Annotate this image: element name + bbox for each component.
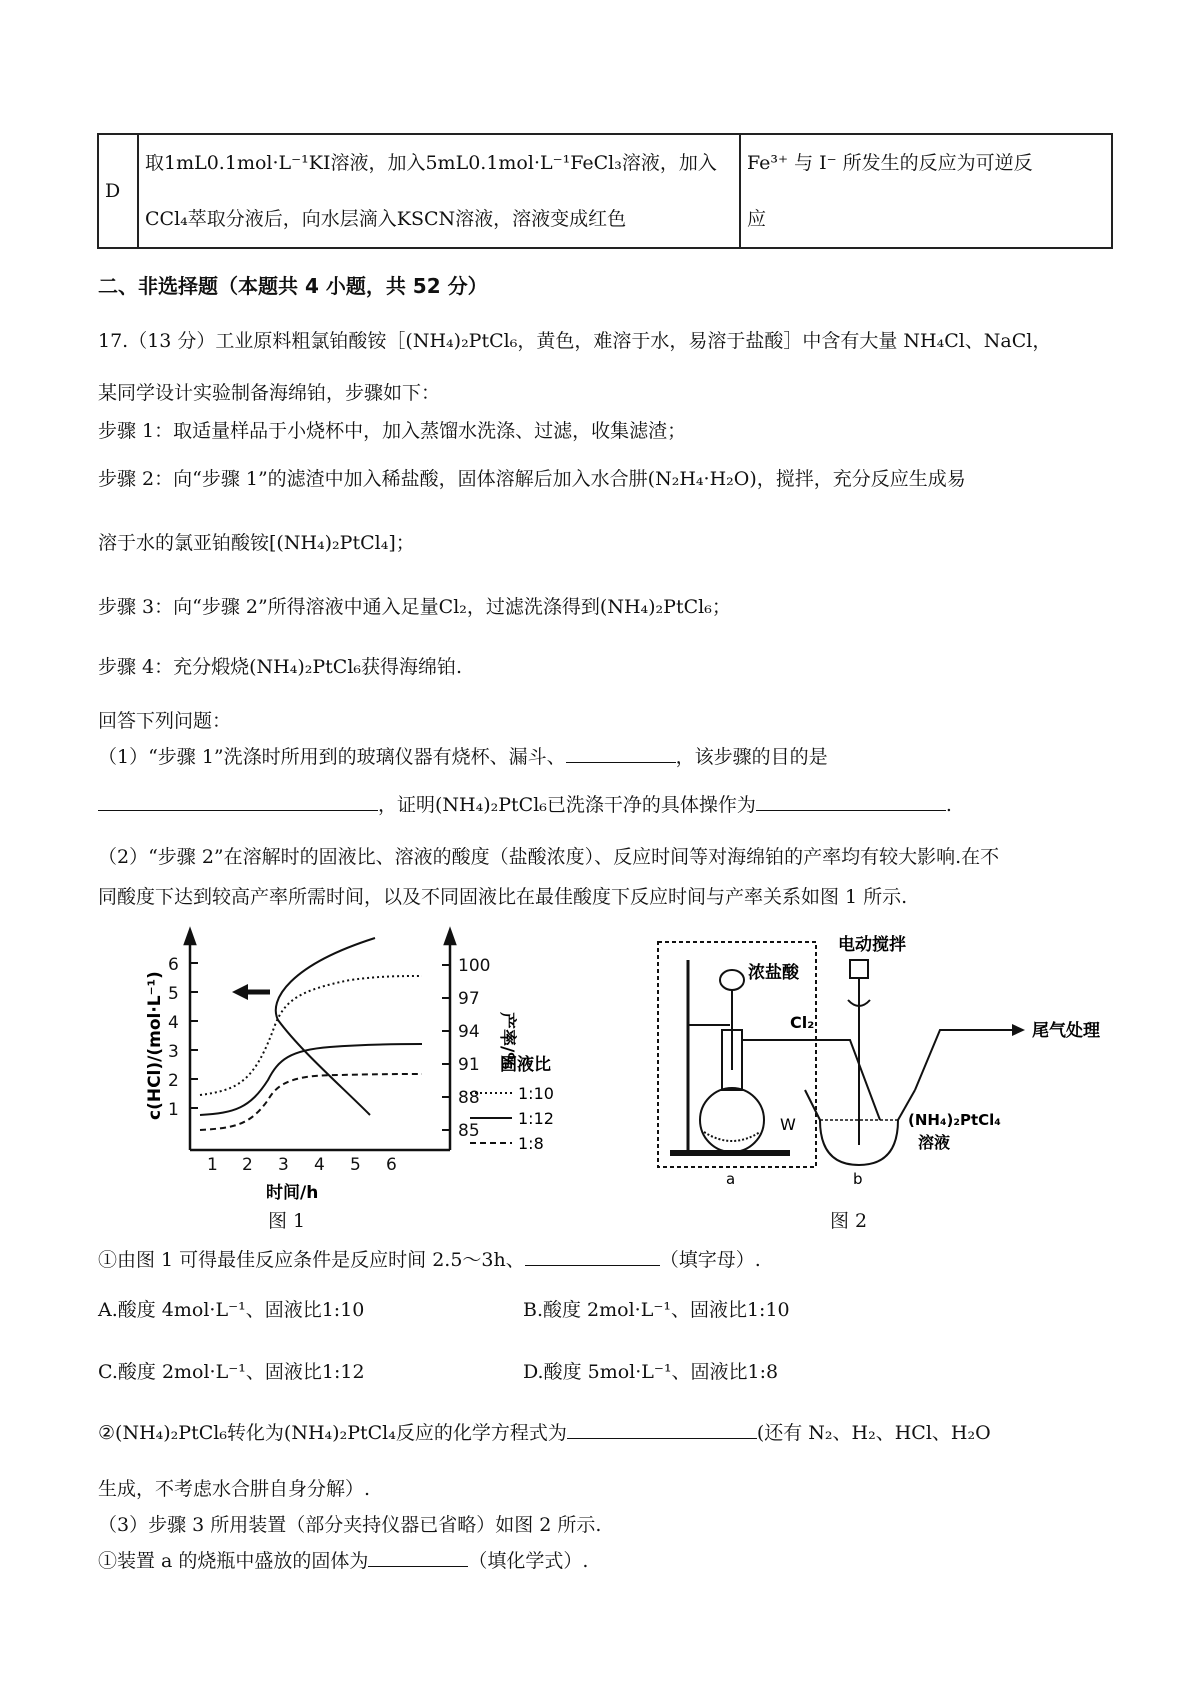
x-tick: 1 xyxy=(207,1155,218,1175)
conclusion-line-2: 应 xyxy=(747,208,767,230)
x-axis-label: 时间/h xyxy=(266,1183,319,1203)
solution-label-2: 溶液 xyxy=(918,1133,951,1152)
operation-cell xyxy=(138,134,740,248)
gas-label: Cl₂ xyxy=(790,1013,815,1032)
x-tick: 4 xyxy=(314,1155,325,1175)
y-left-tick: 1 xyxy=(168,1100,179,1120)
series-1-12 xyxy=(200,1044,422,1115)
q17-intro-1: 17.（13 分）工业原料粗氯铂酸铵［(NH₄)₂PtCl₆，黄色，难溶于水，易溶于盐酸］中含有大量 NH₄Cl、NaCl， xyxy=(98,330,1052,352)
y-left-tick: 3 xyxy=(168,1042,179,1062)
section-title: 二、非选择题（本题共 4 小题，共 52 分） xyxy=(98,274,488,298)
conclusion-cell xyxy=(740,134,1112,248)
part-3-sub-1 xyxy=(98,1546,588,1573)
step-1: 步骤 1：取适量样品于小烧杯中，加入蒸馏水洗涤、过滤，收集滤渣； xyxy=(98,420,687,442)
answer-prompt: 回答下列问题： xyxy=(98,710,232,732)
legend-title: 固液比 xyxy=(500,1055,551,1075)
legend-item: 1:12 xyxy=(518,1109,554,1128)
operation-line-1: 取1mL0.1mol·L⁻¹KI溶液，加入5mL0.1mol·L⁻¹FeCl₃溶液，加入 xyxy=(145,152,717,174)
y-left-tick: 6 xyxy=(168,955,179,975)
legend-item: 1:8 xyxy=(518,1134,544,1153)
y-left-axis-label: c(HCl)/(mol·L⁻¹) xyxy=(145,971,165,1120)
part-1-text-d: . xyxy=(945,794,952,816)
y-right-axis-label: 产率/% xyxy=(497,1012,517,1070)
y-right-tick: 85 xyxy=(458,1121,480,1141)
part-1-text-a: （1）“步骤 1”洗涤时所用到的玻璃仪器有烧杯、漏斗、 xyxy=(98,746,566,768)
option-b[interactable]: B.酸度 2mol·L⁻¹、固液比1:10 xyxy=(523,1299,790,1321)
part-1-text-c: ，证明(NH₄)₂PtCl₆已洗涤干净的具体操作为 xyxy=(378,794,756,816)
operation-line-2: CCl₄萃取分液后，向水层滴入KSCN溶液，溶液变成红色 xyxy=(145,208,627,230)
step-2-line-1: 步骤 2：向“步骤 1”的滤渣中加入稀盐酸，固体溶解后加入水合肼(N₂H₄·H₂O)，搅拌，充分反应生成易 xyxy=(98,468,966,490)
x-tick: 2 xyxy=(242,1155,253,1175)
x-tick: 6 xyxy=(386,1155,397,1175)
step-4: 步骤 4：充分煅烧(NH₄)₂PtCl₆获得海绵铂. xyxy=(98,656,463,678)
series-1-8 xyxy=(200,1074,422,1130)
arrow-left-icon xyxy=(232,984,270,1000)
step-2-line-2: 溶于水的氯亚铂酸铵[(NH₄)₂PtCl₄]； xyxy=(98,532,415,554)
figure-1-caption: 图 1 xyxy=(268,1210,306,1232)
answer-blank[interactable] xyxy=(566,744,676,763)
step-3: 步骤 3：向“步骤 2”所得溶液中通入足量Cl₂，过滤洗涤得到(NH₄)₂PtCl₆； xyxy=(98,596,731,618)
answer-blank[interactable] xyxy=(525,1247,660,1266)
table-row xyxy=(98,134,1112,248)
y-left-tick: 2 xyxy=(168,1071,179,1091)
w-label: W xyxy=(780,1115,796,1134)
y-right-tick: 88 xyxy=(458,1088,480,1108)
y-right-tick: 94 xyxy=(458,1022,480,1042)
sub-question-2-line-2: 生成，不考虑水合肼自身分解）. xyxy=(98,1478,371,1500)
row-label: D xyxy=(98,134,138,248)
part-3-sub-1-text-b: （填化学式）. xyxy=(468,1550,589,1572)
flask-a xyxy=(700,1088,764,1152)
acid-label: 浓盐酸 xyxy=(748,963,799,983)
sub-2-text-b: (还有 N₂、H₂、HCl、H₂O xyxy=(756,1422,991,1444)
answer-blank[interactable] xyxy=(567,1420,757,1439)
sub-question-1 xyxy=(98,1245,761,1272)
figure-1-chart xyxy=(100,920,560,1205)
y-left-tick: 4 xyxy=(168,1013,179,1033)
x-tick: 3 xyxy=(278,1155,289,1175)
y-right-tick: 97 xyxy=(458,989,480,1009)
stirrer-label: 电动搅拌 xyxy=(838,935,906,955)
option-a[interactable]: A.酸度 4mol·L⁻¹、固液比1:10 xyxy=(98,1299,365,1321)
conclusion-line-1: Fe³⁺ 与 I⁻ 所发生的反应为可逆反 xyxy=(747,152,1033,174)
answer-blank[interactable] xyxy=(98,792,378,811)
part-3-sub-1-text-a: ①装置 a 的烧瓶中盛放的固体为 xyxy=(98,1550,369,1572)
series-1-10 xyxy=(200,976,422,1095)
y-right-tick: 91 xyxy=(458,1055,480,1075)
figure-2-caption: 图 2 xyxy=(830,1210,868,1232)
part-2-line-1: （2）“步骤 2”在溶解时的固液比、溶液的酸度（盐酸浓度）、反应时间等对海绵铂的产率均有较大影响.在不 xyxy=(98,846,1000,868)
sub-1-text-b: （填字母）. xyxy=(659,1249,761,1271)
answer-table xyxy=(97,133,1113,249)
part-2-line-2: 同酸度下达到较高产率所需时间，以及不同固液比在最佳酸度下反应时间与产率关系如图 1 所示. xyxy=(98,886,908,908)
y-right-tick: 100 xyxy=(458,956,491,976)
sub-2-text-a: ②(NH₄)₂PtCl₆转化为(NH₄)₂PtCl₄反应的化学方程式为 xyxy=(98,1422,567,1444)
part-3: （3）步骤 3 所用装置（部分夹持仪器已省略）如图 2 所示. xyxy=(98,1514,602,1536)
exhaust-label: 尾气处理 xyxy=(1032,1021,1100,1041)
label-a: a xyxy=(726,1170,736,1188)
figure-2-apparatus xyxy=(640,920,1110,1190)
sub-1-text-a: ①由图 1 可得最佳反应条件是反应时间 2.5～3h、 xyxy=(98,1249,525,1271)
label-b: b xyxy=(853,1170,863,1188)
arrow-right-icon xyxy=(1012,1024,1025,1036)
part-1-text-b: ，该步骤的目的是 xyxy=(675,746,828,768)
y-left-tick: 5 xyxy=(168,984,179,1004)
part-1-line-2 xyxy=(98,790,952,817)
answer-blank[interactable] xyxy=(368,1548,468,1567)
stirrer-motor xyxy=(850,960,868,978)
q17-intro-2: 某同学设计实验制备海绵铂，步骤如下： xyxy=(98,382,441,404)
option-d[interactable]: D.酸度 5mol·L⁻¹、固液比1:8 xyxy=(523,1361,779,1383)
solution-label-1: (NH₄)₂PtCl₄ xyxy=(908,1111,1001,1129)
legend-item: 1:10 xyxy=(518,1084,554,1103)
acidity-curve xyxy=(276,938,375,1115)
answer-blank[interactable] xyxy=(756,792,946,811)
x-tick: 5 xyxy=(350,1155,361,1175)
part-1-line-1 xyxy=(98,742,828,769)
option-c[interactable]: C.酸度 2mol·L⁻¹、固液比1:12 xyxy=(98,1361,365,1383)
sub-question-2 xyxy=(98,1418,991,1445)
